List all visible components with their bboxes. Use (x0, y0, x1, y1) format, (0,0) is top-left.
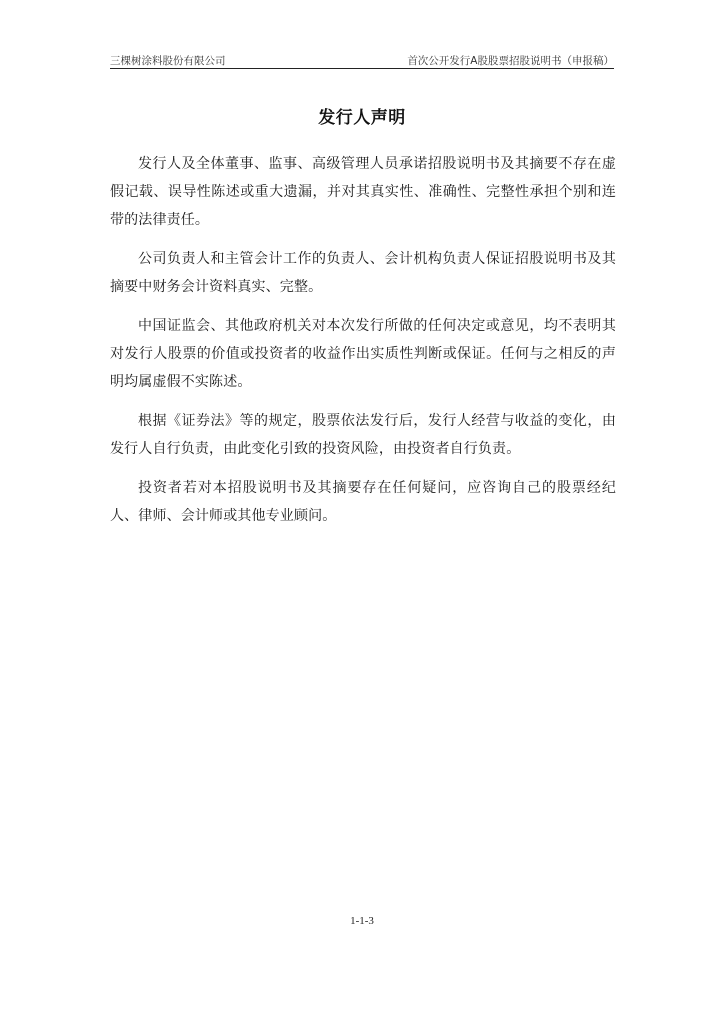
statement-body (110, 150, 616, 541)
header-divider (110, 68, 614, 69)
page-header (110, 48, 614, 68)
paragraph-5: 投资者若对本招股说明书及其摘要存在任何疑问，应咨询自己的股票经纪人、律师、会计师或其他专业顾问。 (110, 480, 616, 524)
header-document-title: 首次公开发行A股股票招股说明书（申报稿） (407, 55, 614, 67)
page-number: 1-1-3 (350, 915, 374, 927)
paragraph-3: 中国证监会、其他政府机关对本次发行所做的任何决定或意见，均不表明其对发行人股票的价值或投资者的收益作出实质性判断或保证。任何与之相反的声明均属虚假不实陈述。 (110, 318, 616, 390)
header-company-name: 三棵树涂料股份有限公司 (110, 55, 226, 67)
paragraph-4: 根据《证券法》等的规定，股票依法发行后，发行人经营与收益的变化，由发行人自行负责，由此变化引致的投资风险，由投资者自行负责。 (110, 413, 616, 457)
paragraph-2: 公司负责人和主管会计工作的负责人、会计机构负责人保证招股说明书及其摘要中财务会计资料真实、完整。 (110, 251, 616, 295)
page-title: 发行人声明 (318, 108, 406, 128)
paragraph-1: 发行人及全体董事、监事、高级管理人员承诺招股说明书及其摘要不存在虚假记载、误导性陈述或重大遗漏，并对其真实性、准确性、完整性承担个别和连带的法律责任。 (110, 156, 616, 228)
